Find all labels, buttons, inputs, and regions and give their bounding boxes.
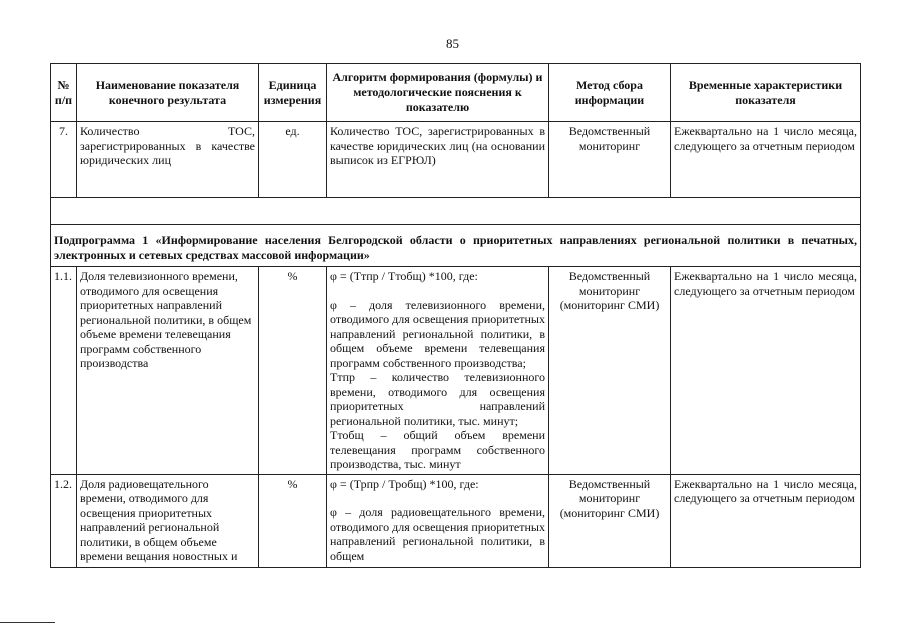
row-unit: % bbox=[259, 267, 327, 475]
row-algorithm bbox=[327, 267, 549, 475]
header-num: № п/п bbox=[51, 64, 77, 122]
row-time: Ежеквартально на 1 число месяца, следующего за отчетным периодом bbox=[671, 474, 861, 567]
header-method: Метод сбора информации bbox=[549, 64, 671, 122]
table-row bbox=[51, 474, 861, 567]
explanation-1: φ – доля телевизионного времени, отводимого для освещения приоритетных направлений региональной политики, в общем объеме времени телевещания программ собственного производства; bbox=[330, 297, 545, 370]
row-name: Доля телевизионного времени, отводимого для освещения приоритетных направлений региональной политики, в общем объеме времени телевещания программ собственного производства bbox=[77, 267, 259, 475]
row-name-cell bbox=[77, 474, 259, 567]
row-algorithm bbox=[327, 474, 549, 567]
header-time: Временные характеристики показателя bbox=[671, 64, 861, 122]
row-time: Ежеквартально на 1 число месяца, следующего за отчетным периодом bbox=[671, 122, 861, 198]
row-name: Доля радиовещательного времени, отводимого для освещения приоритетных направлений региональной политики, в общем объеме времени вещания новостных и bbox=[80, 476, 238, 563]
formula: φ = (Ттпр / Ттобщ) *100, где: bbox=[330, 269, 478, 283]
row-num: 7. bbox=[51, 122, 77, 198]
explanation-2: Ттпр – количество телевизионного времени, отводимого для освещения приоритетных направлений региональной политики, тыс. минут; bbox=[330, 370, 545, 428]
table-row bbox=[51, 122, 861, 198]
header-name: Наименование показателя конечного результата bbox=[77, 64, 259, 122]
explanation-3: Ттобщ – общий объем времени телевещания программ собственного производства, тыс. минут bbox=[330, 428, 545, 471]
row-method: Ведомственный мониторинг (мониторинг СМИ) bbox=[549, 474, 671, 567]
subprogram-row bbox=[51, 225, 861, 267]
indicators-table bbox=[50, 63, 861, 568]
header-algorithm: Алгоритм формирования (формулы) и методологические пояснения к показателю bbox=[327, 64, 549, 122]
formula: φ = (Трпр / Тробщ) *100, где: bbox=[330, 476, 479, 491]
row-name: Количество ТОС, зарегистрированных в качестве юридических лиц bbox=[77, 122, 259, 198]
row-method: Ведомственный мониторинг (мониторинг СМИ) bbox=[549, 267, 671, 475]
subprogram-title: Подпрограмма 1 «Информирование населения Белгородской области о приоритетных направлениях региональной политики в печатных, электронных и сетевых средствах массовой информации» bbox=[51, 225, 861, 267]
row-num: 1.2. bbox=[51, 474, 77, 567]
row-unit: ед. bbox=[259, 122, 327, 198]
table-row bbox=[51, 267, 861, 475]
page-number: 85 bbox=[446, 36, 459, 51]
row-algorithm: Количество ТОС, зарегистрированных в качестве юридических лиц (на основании выписок из ЕГРЮЛ) bbox=[327, 122, 549, 198]
row-unit: % bbox=[259, 474, 327, 567]
row-time: Ежеквартально на 1 число месяца, следующего за отчетным периодом bbox=[671, 267, 861, 475]
row-num: 1.1. bbox=[51, 267, 77, 475]
row-method: Ведомственный мониторинг bbox=[549, 122, 671, 198]
header-unit: Единица измерения bbox=[259, 64, 327, 122]
page-edge-mark bbox=[0, 622, 55, 623]
header-row bbox=[51, 64, 861, 122]
explanation-1: φ – доля радиовещательного времени, отводимого для освещения приоритетных направлений региональной политики, в общем bbox=[330, 505, 545, 563]
spacer-row bbox=[51, 198, 861, 225]
